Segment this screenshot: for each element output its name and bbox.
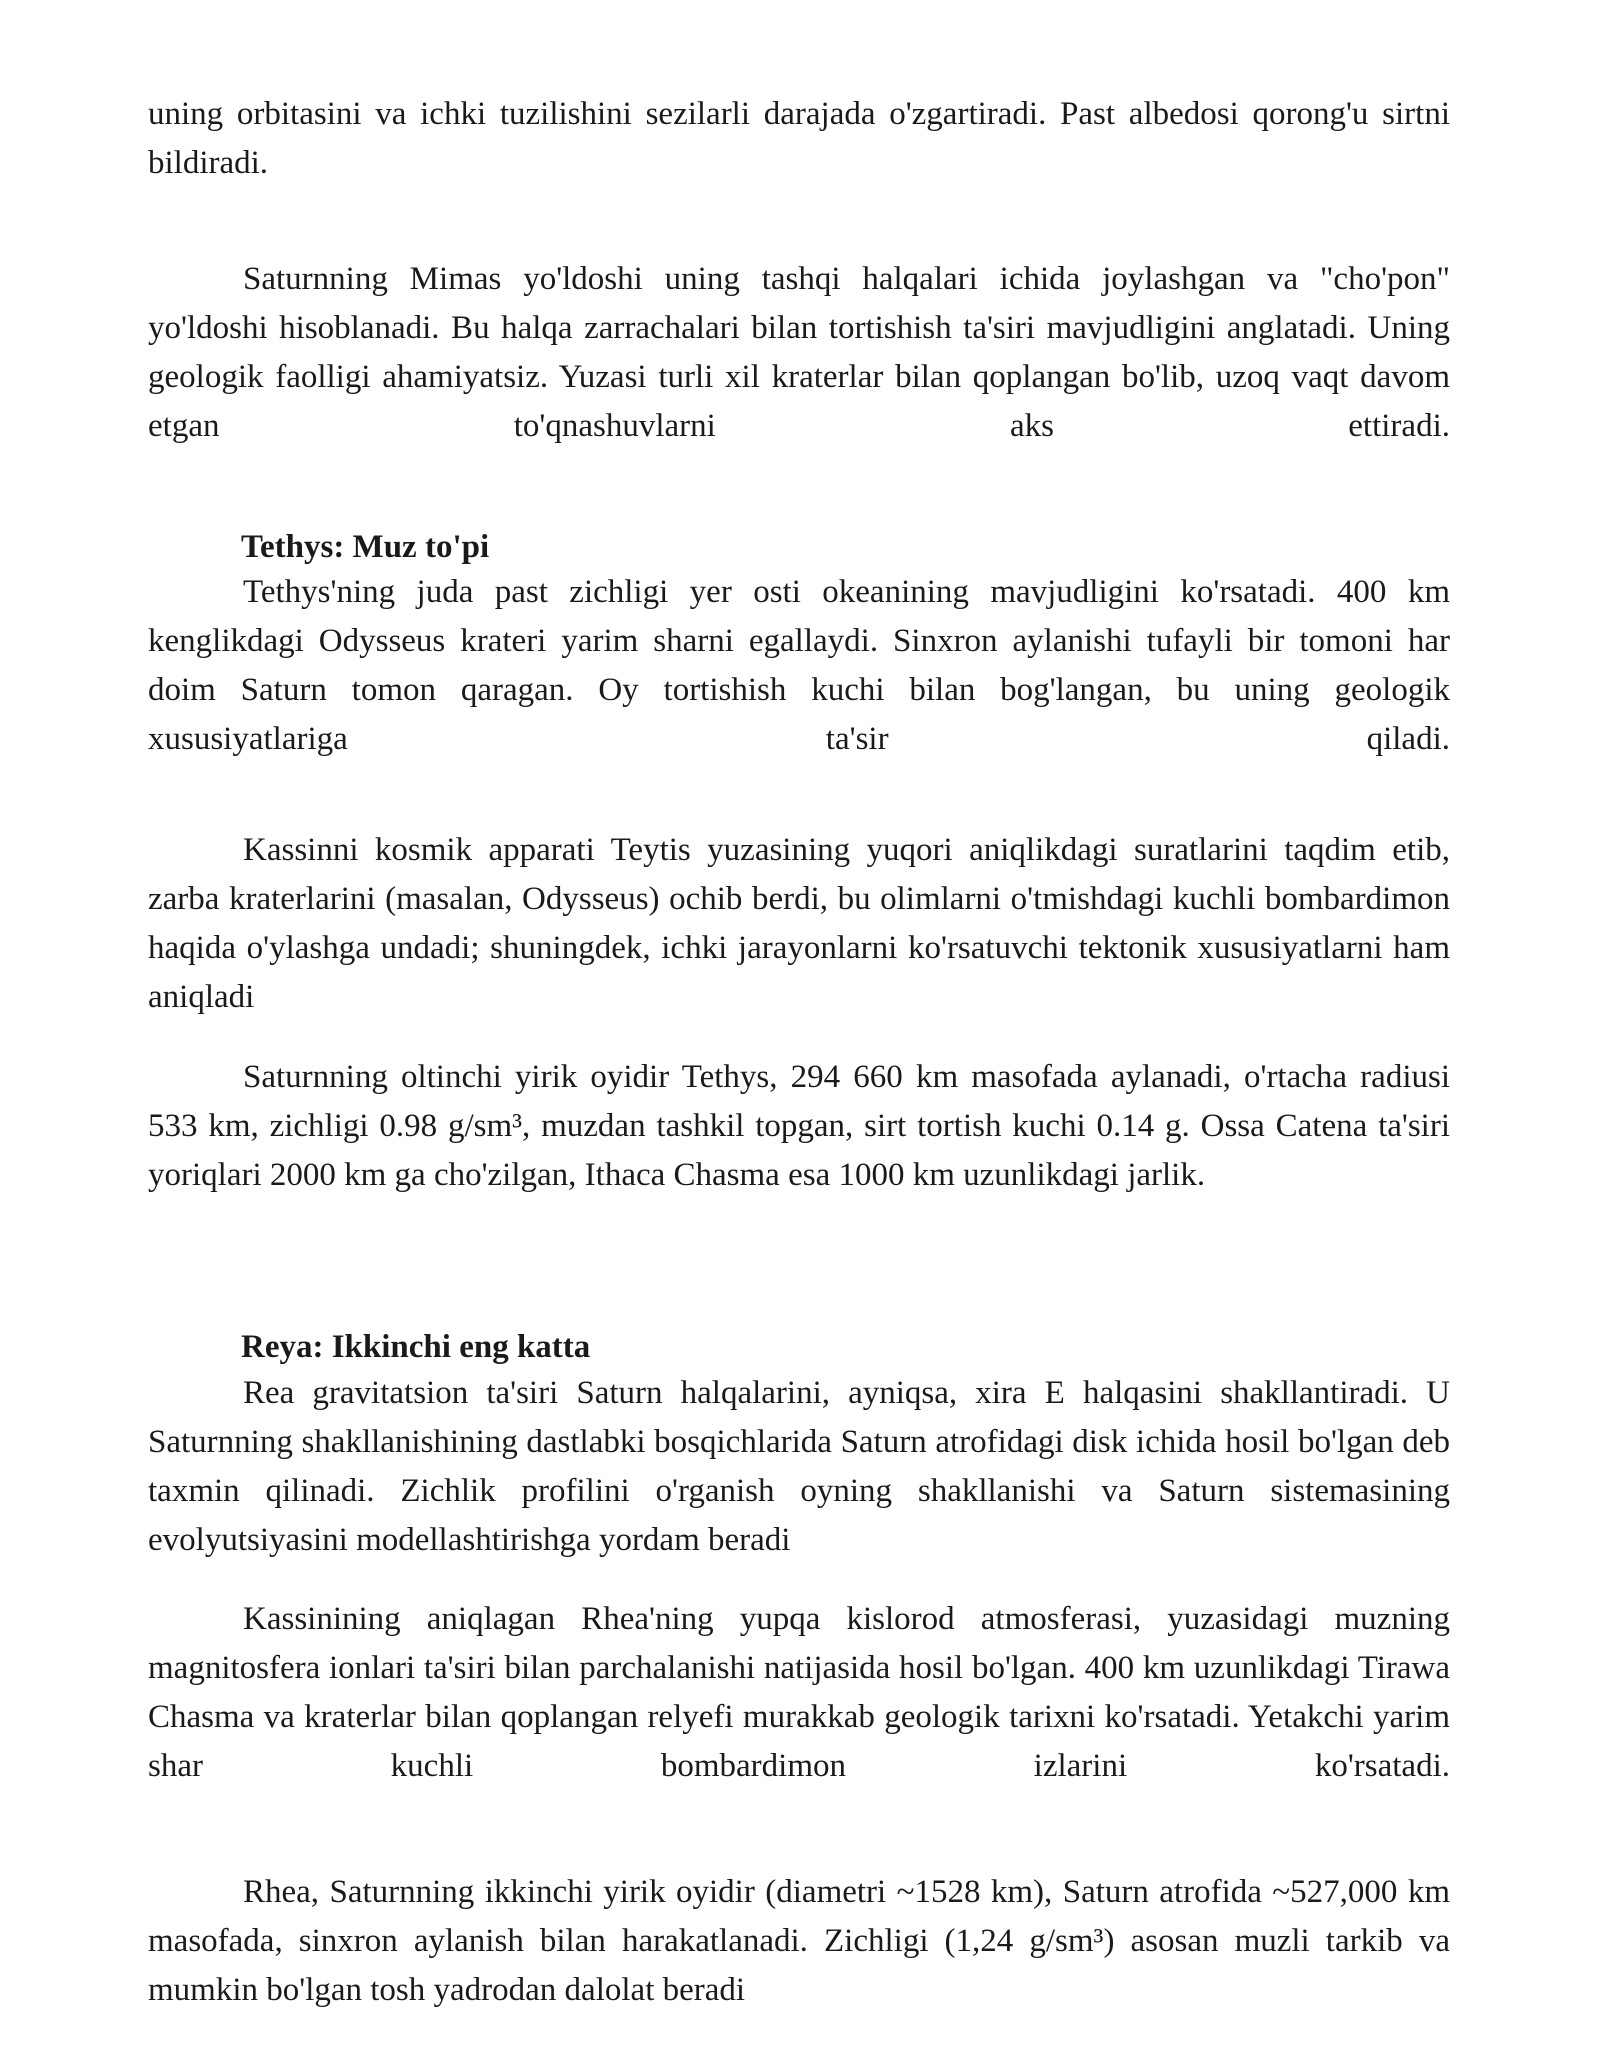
paragraph-tethys-density: Tethys'ning juda past zichligi yer osti okeanining mavjudligini ko'rsatadi. 400 km kenglikdagi Odysseus krateri yarim sharni egallaydi. Sinxron aylanishi tufayli bir tomoni har doim Saturn tomon qaragan. Oy tortishish kuchi bilan bog'langan, bu uning geologik xususiyatlariga ta'sir qiladi.	[148, 574, 1450, 757]
paragraph-rhea-facts: Rhea, Saturnning ikkinchi yirik oyidir (diametri ~1528 km), Saturn atrofida ~527,000 km masofada, sinxron aylanish bilan harakatlanadi. Zichligi (1,24 g/sm³) asosan muzli tarkib va mumkin bo'lgan tosh yadrodan dalolat beradi	[148, 1874, 1450, 2008]
heading-tethys: Tethys: Muz to'pi	[241, 529, 490, 565]
paragraph-mimas-orbit: uning orbitasini va ichki tuzilishini sezilarli darajada o'zgartiradi. Past albedosi qorong'u sirtni bildiradi.	[148, 96, 1450, 181]
heading-rhea: Reya: Ikkinchi eng katta	[241, 1329, 591, 1365]
paragraph-tethys-cassini: Kassinni kosmik apparati Teytis yuzasining yuqori aniqlikdagi suratlarini taqdim etib, zarba kraterlarini (masalan, Odysseus) ochib berdi, bu olimlarni o'tmishdagi kuchli bombardimon haqida o'ylashga undadi; shuningdek, ichki jarayonlarni ko'rsatuvchi tektonik xususiyatlarni ham aniqladi	[148, 832, 1450, 1015]
paragraph-rhea-gravity: Rea gravitatsion ta'siri Saturn halqalarini, ayniqsa, xira E halqasini shakllantiradi. U Saturnning shakllanishining dastlabki bosqichlarida Saturn atrofidagi disk ichida hosil bo'lgan deb taxmin qilinadi. Zichlik profilini o'rganish oyning shakllanishi va Saturn sistemasining evolyutsiyasini modellashtirishga yordam beradi	[148, 1375, 1450, 1558]
paragraph-tethys-facts: Saturnning oltinchi yirik oyidir Tethys, 294 660 km masofada aylanadi, o'rtacha radiusi 533 km, zichligi 0.98 g/sm³, muzdan tashkil topgan, sirt tortish kuchi 0.14 g. Ossa Catena ta'siri yoriqlari 2000 km ga cho'zilgan, Ithaca Chasma esa 1000 km uzunlikdagi jarlik.	[148, 1059, 1450, 1193]
paragraph-mimas-shepherd: Saturnning Mimas yo'ldoshi uning tashqi halqalari ichida joylashgan va "cho'pon" yo'ldoshi hisoblanadi. Bu halqa zarrachalari bilan tortishish ta'siri mavjudligini anglatadi. Uning geologik faolligi ahamiyatsiz. Yuzasi turli xil kraterlar bilan qoplangan bo'lib, uzoq vaqt davom etgan to'qnashuvlarni aks ettiradi.	[148, 261, 1450, 444]
paragraph-rhea-atmosphere: Kassinining aniqlagan Rhea'ning yupqa kislorod atmosferasi, yuzasidagi muzning magnitosfera ionlari ta'siri bilan parchalanishi natijasida hosil bo'lgan. 400 km uzunlikdagi Tirawa Chasma va kraterlar bilan qoplangan relyefi murakkab geologik tarixni ko'rsatadi. Yetakchi yarim shar kuchli bombardimon izlarini ko'rsatadi.	[148, 1601, 1450, 1784]
